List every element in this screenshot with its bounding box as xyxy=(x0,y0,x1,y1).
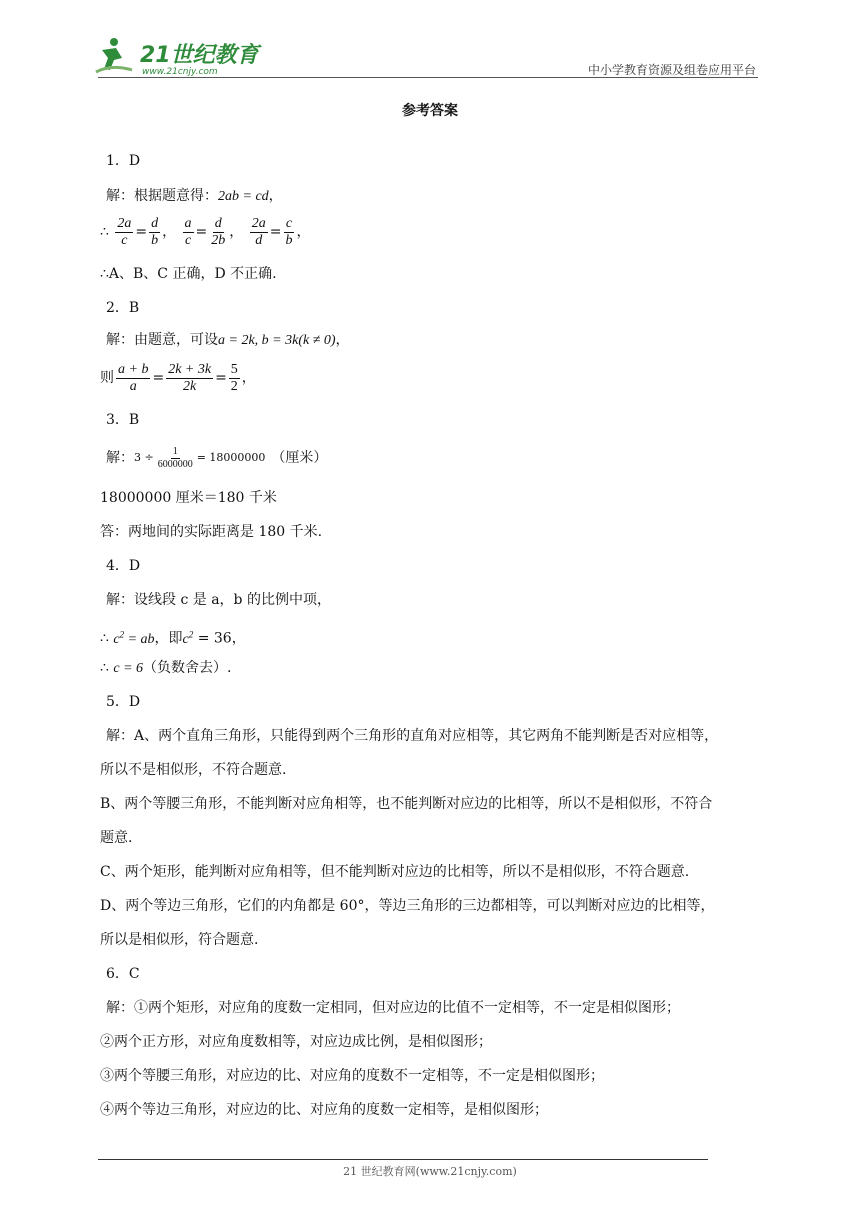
q5-line: C、两个矩形，能判断对应角相等，但不能判断对应边的比相等，所以不是相似形，不符合题意. xyxy=(100,864,690,880)
q5-line: 所以不是相似形，不符合题意. xyxy=(100,762,287,778)
q3-answer: 3．B xyxy=(106,412,140,428)
q2-line2: 则 $\frac{a + b}{a}$ = $\frac{2k + 3k}{2k}$ = $\frac{5}{2}$ ， xyxy=(100,361,256,394)
footer-text: 21 世纪教育网(www.21cnjy.com) xyxy=(343,1165,517,1178)
q2-answer: 2．B xyxy=(106,300,140,316)
footer-divider xyxy=(98,1159,708,1160)
q1-answer: 1．D xyxy=(106,153,141,169)
q4-line2: ∴ $c^2$ = ab，即$c^2 = 36$， xyxy=(100,629,246,647)
q3-line2: 18000000 厘米＝180 千米 xyxy=(100,490,277,506)
q4-line1: 解：设线段 c 是 a，b 的比例中项， xyxy=(106,592,331,608)
page-title: 参考答案 xyxy=(402,103,458,119)
q1-line1: 解：根据题意得：2ab = cd， xyxy=(106,188,283,204)
runner-icon xyxy=(96,38,132,72)
q6-answer: 6．C xyxy=(106,966,140,982)
q1-line3: ∴A、B、C 正确，D 不正确. xyxy=(100,266,277,282)
site-logo xyxy=(92,34,262,78)
q3-line1: 解： 3 ÷ $\frac{1}{6000000}$ = 18000000 （厘米） xyxy=(106,445,328,470)
q4-line3: ∴ c = 6（负数舍去）. xyxy=(100,660,232,676)
header-platform-name: 中小学教育资源及组卷应用平台 xyxy=(587,63,756,77)
q6-line: ②两个正方形，对应角度数相等，对应边成比例，是相似图形； xyxy=(100,1034,492,1050)
q4-answer: 4．D xyxy=(106,558,141,574)
q5-line: 解：A、两个直角三角形，只能得到两个三角形的直角对应相等，其它两角不能判断是否对应相等， xyxy=(106,728,719,744)
q5-line: B、两个等腰三角形，不能判断对应角相等，也不能判断对应边的比相等，所以不是相似形，不符合 xyxy=(100,796,713,812)
q6-line: ④两个等边三角形，对应边的比、对应角的度数一定相等，是相似图形； xyxy=(100,1102,548,1118)
q6-line: 解：①两个矩形，对应角的度数一定相同，但对应边的比值不一定相等，不一定是相似图形； xyxy=(106,1000,680,1016)
q5-line: 题意. xyxy=(100,830,133,846)
q3-line3: 答：两地间的实际距离是 180 千米. xyxy=(100,524,323,540)
q2-line1: 解：由题意，可设a = 2k, b = 3k(k ≠ 0)， xyxy=(106,332,350,348)
q5-answer: 5．D xyxy=(106,694,141,710)
q5-line: D、两个等边三角形，它们的内角都是 60°，等边三角形的三边都相等，可以判断对应边的比相等， xyxy=(100,898,715,914)
logo-wordmark: 21世纪教育 xyxy=(140,43,259,68)
q1-line2: ∴ $\frac{2a}{c}$ = $\frac{d}{b}$ ， $\frac{a}{c}$ = $\frac{d}{2b}$ ， $\frac{2a}{d}$ = $\frac{c}{b}$ ， xyxy=(100,215,311,248)
q6-line: ③两个等腰三角形，对应边的比、对应角的度数不一定相等，不一定是相似图形； xyxy=(100,1068,604,1084)
logo-url: www.21cnjy.com xyxy=(142,67,218,77)
q5-line: 所以是相似形，符合题意. xyxy=(100,932,259,948)
header-divider xyxy=(98,77,758,78)
